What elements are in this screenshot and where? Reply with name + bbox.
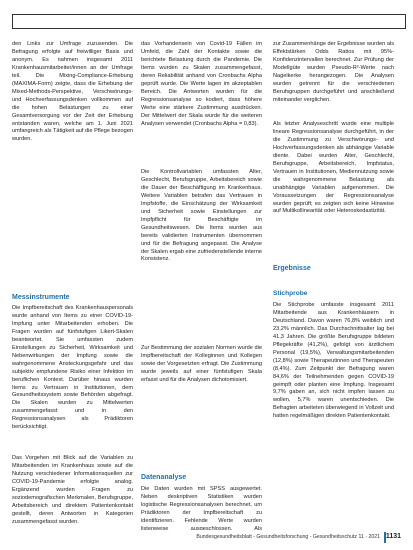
paragraph: Als letzter Analyseschritt wurde eine multiple lineare Regressionsanalyse durchgeführt, in der die Zustimmung zu Verschwörungs- und Hochverfassungsdenken als abhängige Variable diente. Dabei wurden Alter, Geschlecht, Berufsgruppe, Arbeitsbereich, Impfstatus, Vertrauen in Institutionen, Mediennutzung sowie die wahrgenommene Belastung als unabhängige Variablen aufgenommen. Die Voraussetzungen der Regressionsanalyse wurden geprüft; es zeigten sich keine Hinweise auf Multikollinearität oder Heteroskedastizität.	[273, 121, 394, 215]
paragraph: zur Zusammenhänge der Ergebnisse wurden als Effektstärken Odds Ratios mit 95%-Konfidenzintervallen berechnet. Zur Prüfung der Modellgüte wurden Pseudo-R²-Werte nach Nagelkerke herangezogen. Die Analysen wurden getrennt für die verschiedenen Berufsgruppen durchgeführt und anschließend miteinander verglichen.	[273, 41, 394, 103]
text-column-right	[273, 41, 394, 261]
text-column-middle-lower	[141, 486, 262, 530]
text-column-left-lower	[12, 305, 133, 527]
page-footer	[0, 532, 413, 544]
paragraph: das Vorhandensein von Covid-19 Fällen im Umfeld, die Zahl der Kontakte sowie die berichtete Belastung durch die Pandemie. Die Items wurden zu Skalen zusammengefasst, deren Reliabilität anhand von Cronbachs Alpha geprüft wurde. Die Werte lagen im akzeptablen Bereich. Die Antworten wurden für die Regressionsanalyse so kodiert, dass höhere Werte eine stärkere Zustimmung ausdrücken. Der Mittelwert der Skala wurde für die weiteren Analysen verwendet (Cronbachs Alpha = 0,83).	[141, 41, 262, 127]
paragraph: Die Kontrollvariablen umfassten Alter, Geschlecht, Berufsgruppe, Arbeitsbereich sowie die Dauer der Beschäftigung im Krankenhaus. Weitere Variablen betrafen das Vertrauen in Impfstoffe, die Einschätzung der Wirksamkeit und Sicherheit sowie Einstellungen zur Impfpflicht für Beschäftigte im Gesundheitswesen. Die Items wurden aus bereits validierten Instrumenten übernommen und für die Befragung angepasst. Die Analyse der Skalen ergab eine zufriedenstellende interne Konsistenz.	[141, 169, 262, 263]
paragraph: Zur Bestimmung der sozialen Normen wurde die Impfbereitschaft der Kolleginnen und Kollegen sowie der Vorgesetzten erfragt. Die Zustimmung wurde jeweils auf einer fünfstufigen Skala erfasst und für die Analysen dichotomisiert.	[141, 345, 262, 383]
section-heading-messinstrumente: Messinstrumente	[12, 294, 70, 301]
text-column-middle	[141, 41, 262, 465]
text-column-right-lower	[273, 302, 394, 528]
section-heading-ergebnisse: Ergebnisse	[273, 265, 311, 272]
header-box	[12, 14, 406, 29]
paragraph: Das Vorgehen mit Blick auf die Variablen zu Mitarbeitenden im Krankenhaus sowie auf die Nutzung verschiedener Informationsquellen zur COVID-19-Pandemie erfolgte analog. Ergänzend wurden Fragen zu soziodemografischen Merkmalen, Berufsgruppe, Arbeitsbereich und direktem Patientenkontakt gestellt, deren Antworten in Kategorien zusammengefasst wurden.	[12, 455, 133, 525]
paragraph: Die Daten wurden mit SPSS ausgewertet. Neben deskriptiven Statistiken wurden logistische Regressionsanalysen berechnet, um Prädiktoren der Impfbereitschaft zu identifizieren. Fehlende Werte wurden listenweise ausgeschlossen. Als	[141, 486, 262, 530]
paragraph: Die Stichprobe umfasste insgesamt 2011 Mitarbeitende aus Krankenhäusern in Deutschland. Davon waren 76,8% weiblich und 23,2% männlich. Das Durchschnittsalter lag bei 41,3 Jahren. Die größte Berufsgruppe bildeten Pflegekräfte (41,2%), gefolgt von ärztlichem Personal (19,5%), Verwaltungsmitarbeitenden (12,8%) sowie Therapeutinnen und Therapeuten (8,4%). Zum Zeitpunkt der Befragung waren 84,6% der Teilnehmenden gegen COVID-19 geimpft oder planten eine Impfung. Insgesamt 9,7% gaben an, sich nicht impfen lassen zu wollen, 5,7% waren unentschieden. Die Befragten arbeiteten überwiegend in Vollzeit und hatten regelmäßigen direkten Patientenkontakt.	[273, 302, 394, 420]
journal-citation: Bundesgesundheitsblatt - Gesundheitsforschung - Gesundheitsschutz 11 · 2021	[196, 534, 380, 540]
page-number: 1131	[385, 533, 401, 540]
section-heading-datenanalyse: Datenanalyse	[141, 474, 187, 481]
text-column-left	[12, 41, 133, 291]
paragraph: den Links zur Umfrage zuzusenden. Die Befragung erfolgte auf freiwilliger Basis und anonym. Es nahmen insgesamt 2011 Krankenhausmitarbeiter/innen an der Umfrage teil. Die Mixing-Compliance-Erhebung (MAXIMA-Form) zeigte, dass die Erhebung der Mixed-Methods-Perspektive, Verschwörungs- und Hochverfassungsdenken vollkommen auf die hohen Belastungen zu einer Gesamtversorgung vor der Zeit der Erhebung entstanden waren, welche am 1. Juni 2021 umfangreich als Tätigkeit auf die Pflege bezogen wurden.	[12, 41, 133, 143]
section-heading-stichprobe: Stichprobe	[273, 290, 308, 297]
paragraph: Die Impfbereitschaft des Krankenhauspersonals wurde anhand von Items zu einer COVID-19-Impfung unter Mitarbeitenden erhoben. Die Fragen wurden auf fünfstufigen Likert-Skalen beantwortet. Sie umfassten zudem Einstellungen zu Sicherheit, Wirksamkeit und Nebenwirkungen der Impfung sowie die wahrgenommene Ansteckungsgefahr und das subjektiv empfundene Risiko einer Infektion im beruflichen Kontext. Darüber hinaus wurden Items zu Vertrauen in Institutionen, dem Gesundheitssystem sowie Behörden abgefragt. Die Skalen wurden zu Mittelwerten zusammengefasst und in den Regressionsanalysen als Prädiktoren berücksichtigt.	[12, 305, 133, 431]
